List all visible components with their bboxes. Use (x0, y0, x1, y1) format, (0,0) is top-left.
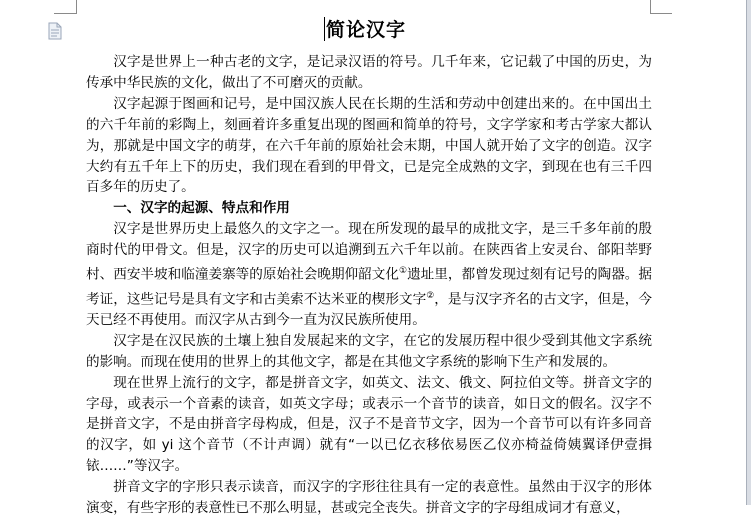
paragraph[interactable]: 汉字是世界上一种古老的文字，是记录汉语的符号。几千年来，它记载了中国的历史，为传承中华民族的文化，做出了不可磨灭的贡献。 (86, 54, 652, 91)
footnote-ref[interactable]: ① (398, 266, 408, 277)
paragraph-text: ，是与汉字齐名的古文字，但是，今天已经不再使用。而汉字从古到今一直为汉民族所使用。 (86, 291, 653, 328)
section-heading[interactable]: 一、汉字的起源、特点和作用 (113, 200, 290, 217)
footnote-ref[interactable]: ② (426, 290, 435, 301)
paragraph-text: 遗址里，都曾发现过刻有记号的陶器。据考证，这些记号是具有文字和古美索不达米亚的楔形文字 (86, 266, 653, 308)
document-icon[interactable] (48, 22, 62, 40)
paragraph-with-footnotes[interactable] (86, 219, 652, 331)
crop-mark-top-left-vertical (76, 0, 77, 14)
text-cursor (324, 17, 325, 41)
paragraph[interactable]: 汉字起源于图画和记号，是中国汉族人民在长期的生活和劳动中创建出来的。在中国出土的六千年前的彩陶上，刻画着许多重复出现的图画和简单的符号，文字学家和考古学家大都认为，那就是中国文字的萌芽，在六千年前的原始社会末期，中国人就开始了文字的创造。汉字大约有五千年上下的历史，我们现在看到的甲骨文，已是完全成熟的文字，到现在也有三千四百多年的历史了。 (86, 95, 652, 196)
document-title[interactable]: 简论汉字 (326, 19, 407, 41)
paragraph[interactable]: 现在世界上流行的文字，都是拼音文字，如英文、法文、俄文、阿拉伯文等。拼音文字的字母，或表示一个音素的读音，如英文字母；或表示一个音节的读音，如日文的假名。汉字不是拼音文字，不是由拼音字母构成，但是，汉子不是音节文字，因为一个音节可以有许多同音的汉字，如 yi 这个音节（不计声调）就有“一以已亿衣移依易医乙仪亦椅益倚姨翼译伊壹揖铱……”等汉字。 (86, 374, 652, 475)
paragraph[interactable]: 拼音文字的字形只表示读音，而汉字的字形往往具有一定的表意性。虽然由于汉字的形体演变，有些字形的表意性已不那么明显，甚或完全丧失。拼音文字的字母组成词才有意义， (86, 479, 652, 517)
crop-mark-top-right-vertical (650, 0, 651, 14)
paragraph-text: 汉字是世界历史上最悠久的文字之一。现在所发现的最早的成批文字，是三千多年前的殷商时代的甲骨文。但是，汉字的历史可以追溯到五六千年以前。在陕西省上安灵台、郃阳莘野村、西安半坡和临潼姜寨等的原始社会晚期仰韶文化 (86, 221, 652, 283)
crop-mark-top-right-horizontal (650, 13, 672, 14)
document-body[interactable] (86, 52, 652, 519)
window-right-edge (746, 0, 751, 505)
crop-mark-top-left-horizontal (54, 13, 76, 14)
paragraph[interactable]: 汉字是在汉民族的土壤上独自发展起来的文字，在它的发展历程中很少受到其他文字系统的影响。而现在使用的世界上的其他文字，都是在其他文字系统的影响下生产和发展的。 (86, 332, 652, 370)
